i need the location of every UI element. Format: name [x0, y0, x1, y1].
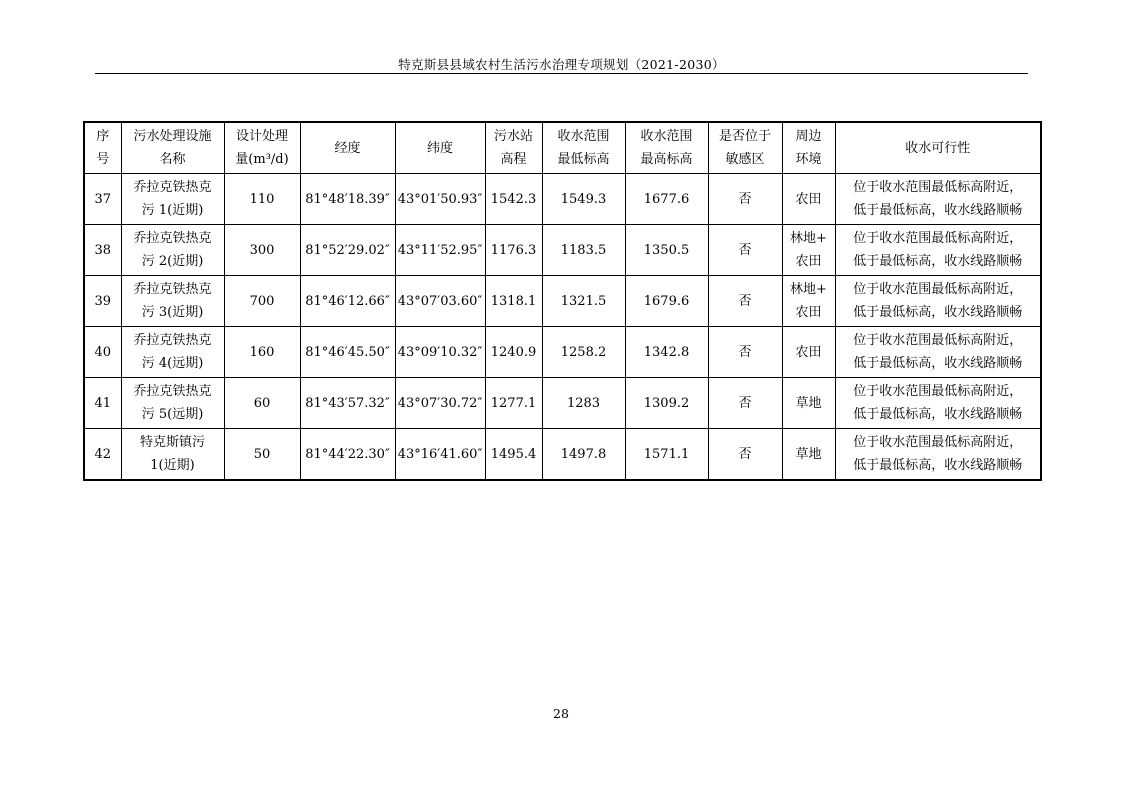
col-header-min-elevation: 收水范围 最低标高 — [542, 122, 625, 174]
cell-facility-name: 乔拉克铁热克 污 4(远期) — [121, 327, 224, 378]
cell-longitude: 81°44′22.30″ — [300, 429, 395, 481]
cell-min-elevation: 1283 — [542, 378, 625, 429]
facility-table — [83, 121, 1042, 481]
page-number: 28 — [553, 706, 569, 721]
cell-min-elevation: 1258.2 — [542, 327, 625, 378]
cell-latitude: 43°09′10.32″ — [395, 327, 485, 378]
cell-feasibility: 位于收水范围最低标高附近， 低于最低标高，收水线路顺畅 — [835, 174, 1041, 225]
table-row — [84, 276, 1041, 327]
cell-sensitive: 否 — [708, 174, 782, 225]
cell-no: 42 — [84, 429, 121, 481]
cell-latitude: 43°07′03.60″ — [395, 276, 485, 327]
cell-feasibility: 位于收水范围最低标高附近， 低于最低标高，收水线路顺畅 — [835, 276, 1041, 327]
cell-environment: 农田 — [782, 327, 835, 378]
cell-capacity: 50 — [224, 429, 300, 481]
cell-min-elevation: 1549.3 — [542, 174, 625, 225]
col-header-no: 序 号 — [84, 122, 121, 174]
cell-sensitive: 否 — [708, 327, 782, 378]
cell-elevation: 1176.3 — [485, 225, 542, 276]
cell-min-elevation: 1321.5 — [542, 276, 625, 327]
cell-sensitive: 否 — [708, 225, 782, 276]
cell-max-elevation: 1350.5 — [625, 225, 708, 276]
cell-capacity: 700 — [224, 276, 300, 327]
cell-latitude: 43°16′41.60″ — [395, 429, 485, 481]
cell-no: 40 — [84, 327, 121, 378]
cell-max-elevation: 1679.6 — [625, 276, 708, 327]
cell-environment: 林地+ 农田 — [782, 225, 835, 276]
cell-capacity: 60 — [224, 378, 300, 429]
cell-elevation: 1542.3 — [485, 174, 542, 225]
cell-capacity: 110 — [224, 174, 300, 225]
table-row — [84, 225, 1041, 276]
cell-sensitive: 否 — [708, 276, 782, 327]
cell-feasibility: 位于收水范围最低标高附近， 低于最低标高，收水线路顺畅 — [835, 429, 1041, 481]
cell-latitude: 43°11′52.95″ — [395, 225, 485, 276]
cell-max-elevation: 1571.1 — [625, 429, 708, 481]
cell-capacity: 300 — [224, 225, 300, 276]
cell-no: 41 — [84, 378, 121, 429]
cell-elevation: 1277.1 — [485, 378, 542, 429]
cell-feasibility: 位于收水范围最低标高附近， 低于最低标高，收水线路顺畅 — [835, 327, 1041, 378]
col-header-environment: 周边 环境 — [782, 122, 835, 174]
cell-longitude: 81°52′29.02″ — [300, 225, 395, 276]
col-header-longitude: 经度 — [300, 122, 395, 174]
cell-sensitive: 否 — [708, 429, 782, 481]
cell-elevation: 1318.1 — [485, 276, 542, 327]
cell-environment: 草地 — [782, 429, 835, 481]
col-header-feasibility: 收水可行性 — [835, 122, 1041, 174]
cell-feasibility: 位于收水范围最低标高附近， 低于最低标高，收水线路顺畅 — [835, 225, 1041, 276]
cell-min-elevation: 1497.8 — [542, 429, 625, 481]
col-header-max-elevation: 收水范围 最高标高 — [625, 122, 708, 174]
table-row — [84, 429, 1041, 481]
cell-facility-name: 特克斯镇污 1(近期) — [121, 429, 224, 481]
cell-longitude: 81°46′45.50″ — [300, 327, 395, 378]
cell-environment: 草地 — [782, 378, 835, 429]
cell-environment: 林地+ 农田 — [782, 276, 835, 327]
cell-elevation: 1495.4 — [485, 429, 542, 481]
cell-max-elevation: 1309.2 — [625, 378, 708, 429]
cell-max-elevation: 1342.8 — [625, 327, 708, 378]
col-header-latitude: 纬度 — [395, 122, 485, 174]
cell-facility-name: 乔拉克铁热克 污 3(近期) — [121, 276, 224, 327]
table-row — [84, 327, 1041, 378]
header-rule — [95, 73, 1028, 74]
table-row — [84, 378, 1041, 429]
table-row — [84, 174, 1041, 225]
cell-sensitive: 否 — [708, 378, 782, 429]
cell-capacity: 160 — [224, 327, 300, 378]
cell-no: 38 — [84, 225, 121, 276]
cell-elevation: 1240.9 — [485, 327, 542, 378]
cell-longitude: 81°46′12.66″ — [300, 276, 395, 327]
cell-longitude: 81°43′57.32″ — [300, 378, 395, 429]
cell-max-elevation: 1677.6 — [625, 174, 708, 225]
cell-latitude: 43°07′30.72″ — [395, 378, 485, 429]
cell-facility-name: 乔拉克铁热克 污 2(近期) — [121, 225, 224, 276]
cell-no: 37 — [84, 174, 121, 225]
cell-no: 39 — [84, 276, 121, 327]
cell-longitude: 81°48′18.39″ — [300, 174, 395, 225]
col-header-capacity: 设计处理 量(m³/d) — [224, 122, 300, 174]
col-header-sensitive: 是否位于 敏感区 — [708, 122, 782, 174]
col-header-elevation: 污水站 高程 — [485, 122, 542, 174]
col-header-name: 污水处理设施 名称 — [121, 122, 224, 174]
cell-facility-name: 乔拉克铁热克 污 5(远期) — [121, 378, 224, 429]
running-header: 特克斯县县域农村生活污水治理专项规划（2021-2030） — [398, 57, 725, 72]
cell-environment: 农田 — [782, 174, 835, 225]
cell-facility-name: 乔拉克铁热克 污 1(近期) — [121, 174, 224, 225]
cell-min-elevation: 1183.5 — [542, 225, 625, 276]
cell-latitude: 43°01′50.93″ — [395, 174, 485, 225]
cell-feasibility: 位于收水范围最低标高附近， 低于最低标高，收水线路顺畅 — [835, 378, 1041, 429]
table-header-row — [84, 122, 1041, 174]
